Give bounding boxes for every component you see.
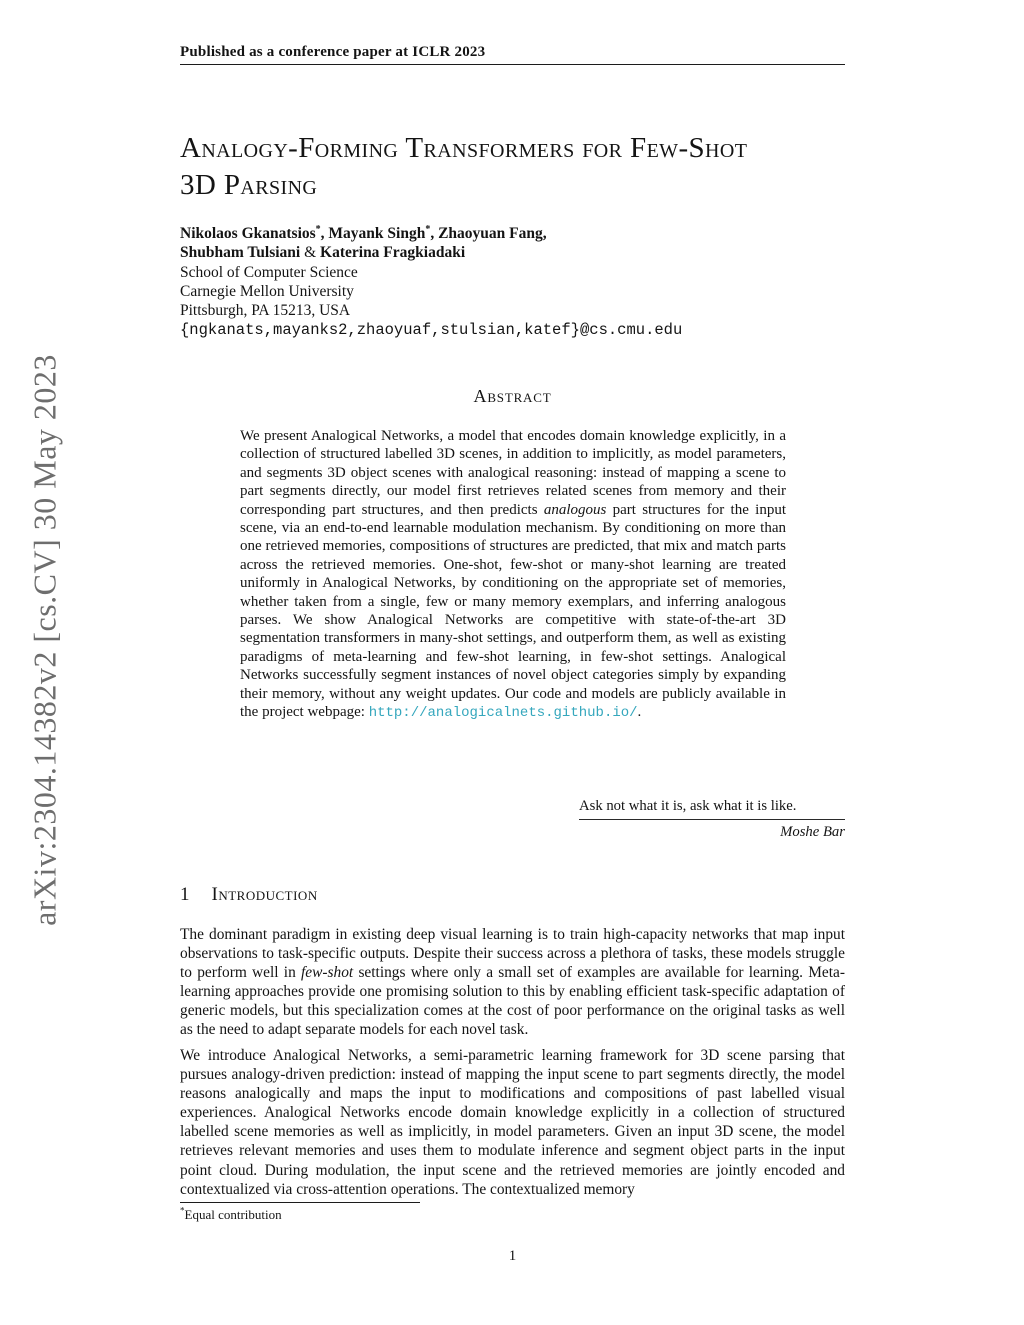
running-head: Published as a conference paper at ICLR 2023 bbox=[180, 44, 486, 60]
author-names-line-2: Shubham Tulsiani & Katerina Fragkiadaki bbox=[180, 244, 466, 262]
page-number: 1 bbox=[508, 1248, 517, 1264]
introduction-paragraph-2: We introduce Analogical Networks, a semi-parametric learning framework for 3D scene parsing that pursues analogy-driven prediction: instead of mapping the input scene to part segments directly, the model reasons analogically and maps the input to modifications and compositions of past labelled visual experiences. Analogical Networks encode domain knowledge explicitly in a collection of structured labelled scene memories as well as implicitly, in model parameters. Given an input 3D scene, the model retrieves relevant memories and uses them to modulate inference and segment object parts in the input point cloud. During modulation, the input scene and the retrieved memories are jointly encoded and contextualized via cross-attention operations. The contextualized memory bbox=[180, 1047, 845, 1198]
author-affiliation-address: Pittsburgh, PA 15213, USA bbox=[180, 302, 351, 320]
footnote bbox=[180, 1207, 845, 1223]
author-names-line-1: Nikolaos Gkanatsios*, Mayank Singh*, Zhaoyuan Fang, bbox=[180, 223, 547, 242]
project-webpage-link[interactable]: http://analogicalnets.github.io/ bbox=[368, 705, 638, 722]
footnote-marker: * bbox=[180, 1205, 185, 1216]
footnote-text: Equal contribution bbox=[184, 1207, 282, 1222]
section-title: Introduction bbox=[211, 884, 318, 905]
epigraph bbox=[579, 797, 845, 841]
header-rule bbox=[180, 64, 845, 65]
author-affiliation-school: School of Computer Science bbox=[180, 263, 358, 281]
footnote-rule bbox=[180, 1202, 420, 1203]
epigraph-attribution: Moshe Bar bbox=[780, 824, 845, 840]
author-block bbox=[180, 224, 845, 341]
abstract-text: We present Analogical Networks, a model that encodes domain knowledge explicitly, in a collection of structured labelled 3D scenes, in addition to implicitly, as model parameters, and segments 3D object scenes with analogical reasoning: instead of mapping a scene to part segments directly, our model first retrieves related scenes from memory and their corresponding part structures, and then predicts analogous part structures for the input scene, via an end-to-end learnable modulation mechanism. By conditioning on more than one retrieved memories, compositions of structures are predicted, that mix and match parts across the retrieved memories. One-shot, few-shot or many-shot learning are treated uniformly in Analogical Networks, by conditioning on the appropriate set of memories, whether taken from a single, few or many memory exemplars, and inferring analogous parses. We show Analogical Networks are competitive with state-of-the-art 3D segmentation transformers in many-shot settings, and outperform them, as well as existing paradigms of meta-learning and few-shot learning, in few-shot settings. Analogical Networks successfully segment instances of novel object categories simply by expanding their memory, without any weight updates. Our code and models are publicly available in the project webpage: http://analogicalnets.github.io/. bbox=[240, 428, 786, 722]
section-number: 1 bbox=[180, 884, 190, 905]
paper-title-line-2: 3D Parsing bbox=[180, 169, 318, 201]
content-column bbox=[180, 0, 845, 1325]
abstract-heading: Abstract bbox=[473, 386, 552, 406]
arxiv-watermark: arXiv:2304.14382v2 [cs.CV] 30 May 2023 bbox=[26, 354, 63, 926]
paper-title bbox=[180, 130, 845, 204]
author-affiliation-university: Carnegie Mellon University bbox=[180, 282, 354, 300]
epigraph-quote: Ask not what it is, ask what it is like. bbox=[579, 797, 845, 820]
author-emails: {ngkanats,mayanks2,zhaoyuaf,stulsian,katef}@cs.cmu.edu bbox=[180, 321, 683, 340]
paper-title-line-1: Analogy-Forming Transformers for Few-Shot bbox=[180, 132, 748, 164]
section-heading-introduction bbox=[180, 884, 845, 906]
introduction-paragraph-1: The dominant paradigm in existing deep visual learning is to train high-capacity networks that map input observations to task-specific outputs. Despite their success across a plethora of tasks, these models struggle to perform well in few-shot settings where only a small set of examples are available for learning. Meta-learning approaches provide one promising solution to this by enabling efficient task-specific adaptation of generic models, but this specialization comes at the cost of poor performance on the original tasks as well as the need to adapt separate models for each novel task. bbox=[180, 926, 845, 1039]
